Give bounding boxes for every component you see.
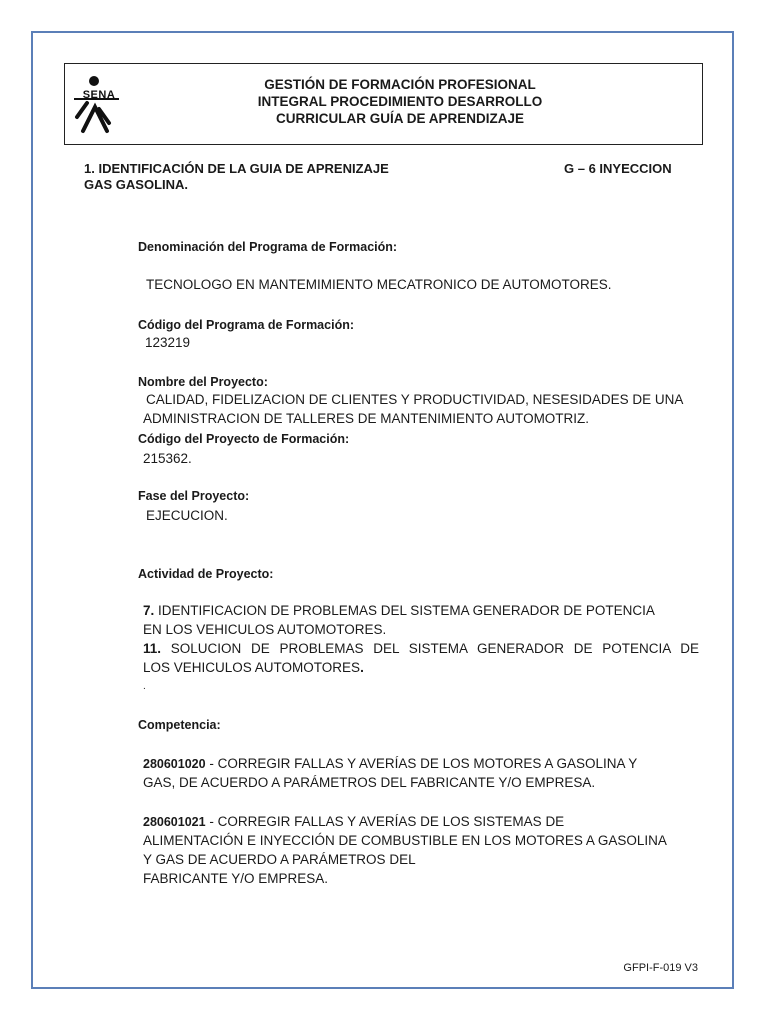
- competencia-item: [143, 813, 564, 831]
- sena-logo-icon: [69, 73, 129, 135]
- program-code-value: 123219: [145, 335, 191, 350]
- guide-code: G – 6 INYECCION: [564, 161, 672, 176]
- competencia-label: Competencia:: [138, 718, 221, 732]
- header-title: [180, 76, 620, 127]
- activity-item-number: 11.: [143, 641, 162, 656]
- project-name-value-line: ADMINISTRACION DE TALLERES DE MANTENIMIENTO AUTOMOTRIZ.: [143, 411, 590, 426]
- activity-item: [143, 602, 655, 620]
- phase-value: EJECUCION.: [146, 508, 228, 523]
- section-heading: 1. IDENTIFICACIÓN DE LA GUIA DE APRENIZAJE: [84, 161, 389, 176]
- activity-item-text: EN LOS VEHICULOS AUTOMOTORES.: [143, 622, 387, 637]
- project-name-label: Nombre del Proyecto:: [138, 375, 268, 389]
- competencia-code: 280601020: [143, 757, 206, 771]
- activity-item-text-line: [143, 659, 364, 677]
- project-code-value: 215362.: [143, 451, 192, 466]
- activity-label: Actividad de Proyecto:: [138, 567, 274, 581]
- activity-item: [143, 640, 699, 658]
- competencia-text: FABRICANTE Y/O EMPRESA.: [143, 871, 329, 886]
- activity-item-text: LOS VEHICULOS AUTOMOTORES: [143, 660, 361, 675]
- activity-item-number: 7.: [143, 603, 155, 618]
- trailing-dot: .: [143, 681, 146, 692]
- competencia-item: [143, 755, 637, 773]
- activity-item-text: SOLUCION DE PROBLEMAS DEL SISTEMA GENERADOR DE POTENCIA DE: [161, 641, 699, 656]
- competencia-text: Y GAS DE ACUERDO A PARÁMETROS DEL: [143, 852, 416, 867]
- program-value: TECNOLOGO EN MANTEMIMIENTO MECATRONICO DE AUTOMOTORES.: [146, 277, 612, 292]
- competencia-text: GAS, DE ACUERDO A PARÁMETROS DEL FABRICANTE Y/O EMPRESA.: [143, 775, 596, 790]
- program-code-label: Código del Programa de Formación:: [138, 318, 354, 332]
- header-title-line: CURRICULAR GUÍA DE APRENDIZAJE: [275, 111, 524, 126]
- activity-item-period: .: [360, 660, 364, 675]
- competencia-code: 280601021: [143, 815, 206, 829]
- phase-label: Fase del Proyecto:: [138, 489, 250, 503]
- logo-text: SENA: [82, 89, 116, 101]
- project-code-label: Código del Proyecto de Formación:: [138, 432, 350, 446]
- project-name-value-line: CALIDAD, FIDELIZACION DE CLIENTES Y PRODUCTIVIDAD, NESESIDADES DE UNA: [146, 392, 684, 407]
- form-code: GFPI-F-019 V3: [623, 962, 698, 974]
- header-title-line: GESTIÓN DE FORMACIÓN PROFESIONAL: [264, 77, 536, 92]
- section-heading-continued: GAS GASOLINA.: [84, 177, 189, 192]
- competencia-text: - CORREGIR FALLAS Y AVERÍAS DE LOS MOTORES A GASOLINA Y: [205, 756, 638, 771]
- competencia-text: - CORREGIR FALLAS Y AVERÍAS DE LOS SISTEMAS DE: [205, 814, 565, 829]
- header-title-line: INTEGRAL PROCEDIMIENTO DESARROLLO: [257, 94, 543, 109]
- competencia-text: ALIMENTACIÓN E INYECCIÓN DE COMBUSTIBLE EN LOS MOTORES A GASOLINA: [143, 833, 667, 848]
- sena-logo: [69, 73, 129, 135]
- activity-item-text: IDENTIFICACION DE PROBLEMAS DEL SISTEMA GENERADOR DE POTENCIA: [154, 603, 655, 618]
- program-label: Denominación del Programa de Formación:: [138, 240, 398, 254]
